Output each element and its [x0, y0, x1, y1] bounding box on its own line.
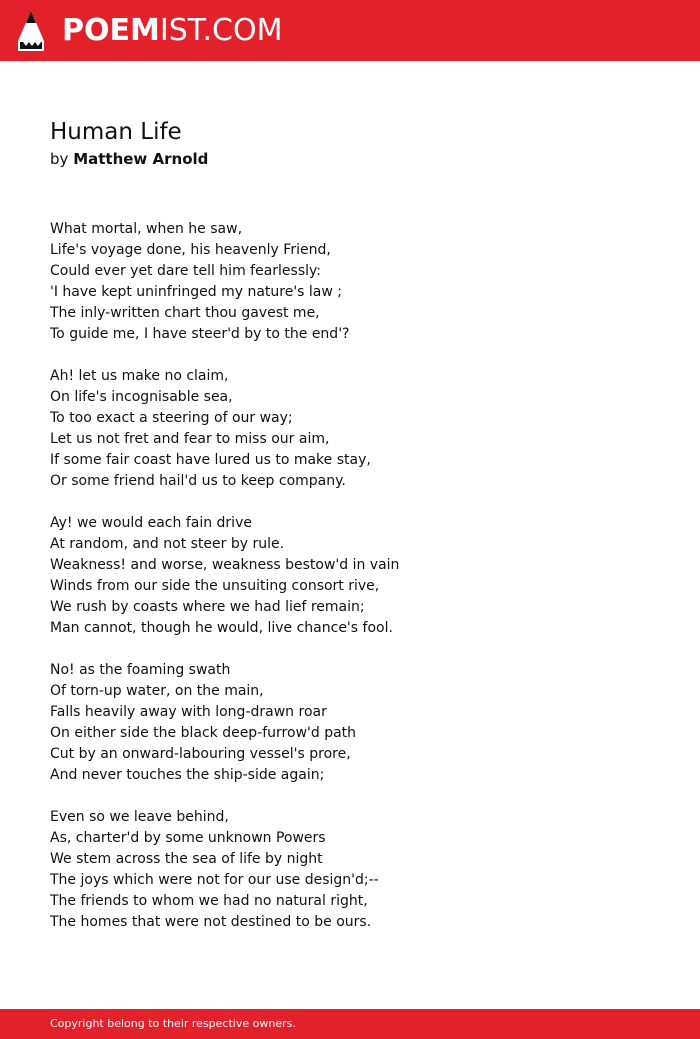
- poem-line: Of torn-up water, on the main,: [50, 683, 264, 699]
- poem-line: As, charter'd by some unknown Powers: [50, 830, 326, 846]
- poem-line: What mortal, when he saw,: [50, 221, 243, 237]
- pencil-tip-icon[interactable]: [18, 11, 44, 51]
- site-logo-text[interactable]: [62, 11, 282, 51]
- poem-line: Man cannot, though he would, live chance's fool.: [50, 620, 393, 636]
- poem-line: At random, and not steer by rule.: [50, 536, 285, 552]
- poem-line: Even so we leave behind,: [50, 809, 229, 825]
- poem-line: To guide me, I have steer'd by to the end'?: [50, 326, 350, 342]
- poem-line: The inly-written chart thou gavest me,: [50, 305, 320, 321]
- poem-line: To too exact a steering of our way;: [50, 410, 293, 426]
- poem-stanza: [50, 807, 670, 933]
- poem-line: And never touches the ship-side again;: [50, 767, 325, 783]
- copyright-text: Copyright belong to their respective owners.: [50, 1017, 296, 1030]
- poem-line: The friends to whom we had no natural right,: [50, 893, 368, 909]
- poem-line: On either side the black deep-furrow'd path: [50, 725, 357, 741]
- brand-light: IST.COM: [159, 13, 283, 48]
- poem-line: Ay! we would each fain drive: [50, 515, 252, 531]
- poem-line: Weakness! and worse, weakness bestow'd in vain: [50, 557, 400, 573]
- poem-line: We rush by coasts where we had lief remain;: [50, 599, 365, 615]
- poem-line: If some fair coast have lured us to make stay,: [50, 452, 371, 468]
- poem-line: Winds from our side the unsuiting consort rive,: [50, 578, 380, 594]
- poem-line: Life's voyage done, his heavenly Friend,: [50, 242, 331, 258]
- poem-line: We stem across the sea of life by night: [50, 851, 323, 867]
- site-footer: [0, 1009, 700, 1039]
- poem-line: The homes that were not destined to be ours.: [50, 914, 372, 930]
- poem-line: Cut by an onward-labouring vessel's prore,: [50, 746, 351, 762]
- poem-line: No! as the foaming swath: [50, 662, 231, 678]
- poem-line: Could ever yet dare tell him fearlessly:: [50, 263, 321, 279]
- poem-line: Let us not fret and fear to miss our aim,: [50, 431, 330, 447]
- brand-bold: POEM: [62, 13, 160, 48]
- poem-line: Or some friend hail'd us to keep company.: [50, 473, 346, 489]
- by-label: by: [50, 150, 69, 168]
- site-header: [0, 0, 700, 61]
- poem-line: Ah! let us make no claim,: [50, 368, 229, 384]
- poem-stanza: [50, 513, 670, 639]
- poem-line: 'I have kept uninfringed my nature's law ;: [50, 284, 342, 300]
- poem-byline: [50, 148, 208, 170]
- poem-line: Falls heavily away with long-drawn roar: [50, 704, 327, 720]
- poem-line: The joys which were not for our use design'd;--: [50, 872, 379, 888]
- poem-line: On life's incognisable sea,: [50, 389, 233, 405]
- poem-title: Human Life: [50, 119, 182, 145]
- poem-author: Matthew Arnold: [73, 150, 209, 168]
- poem-body: [50, 219, 670, 954]
- poem-stanza: [50, 660, 670, 786]
- poem-stanza: [50, 219, 670, 345]
- poem-stanza: [50, 366, 670, 492]
